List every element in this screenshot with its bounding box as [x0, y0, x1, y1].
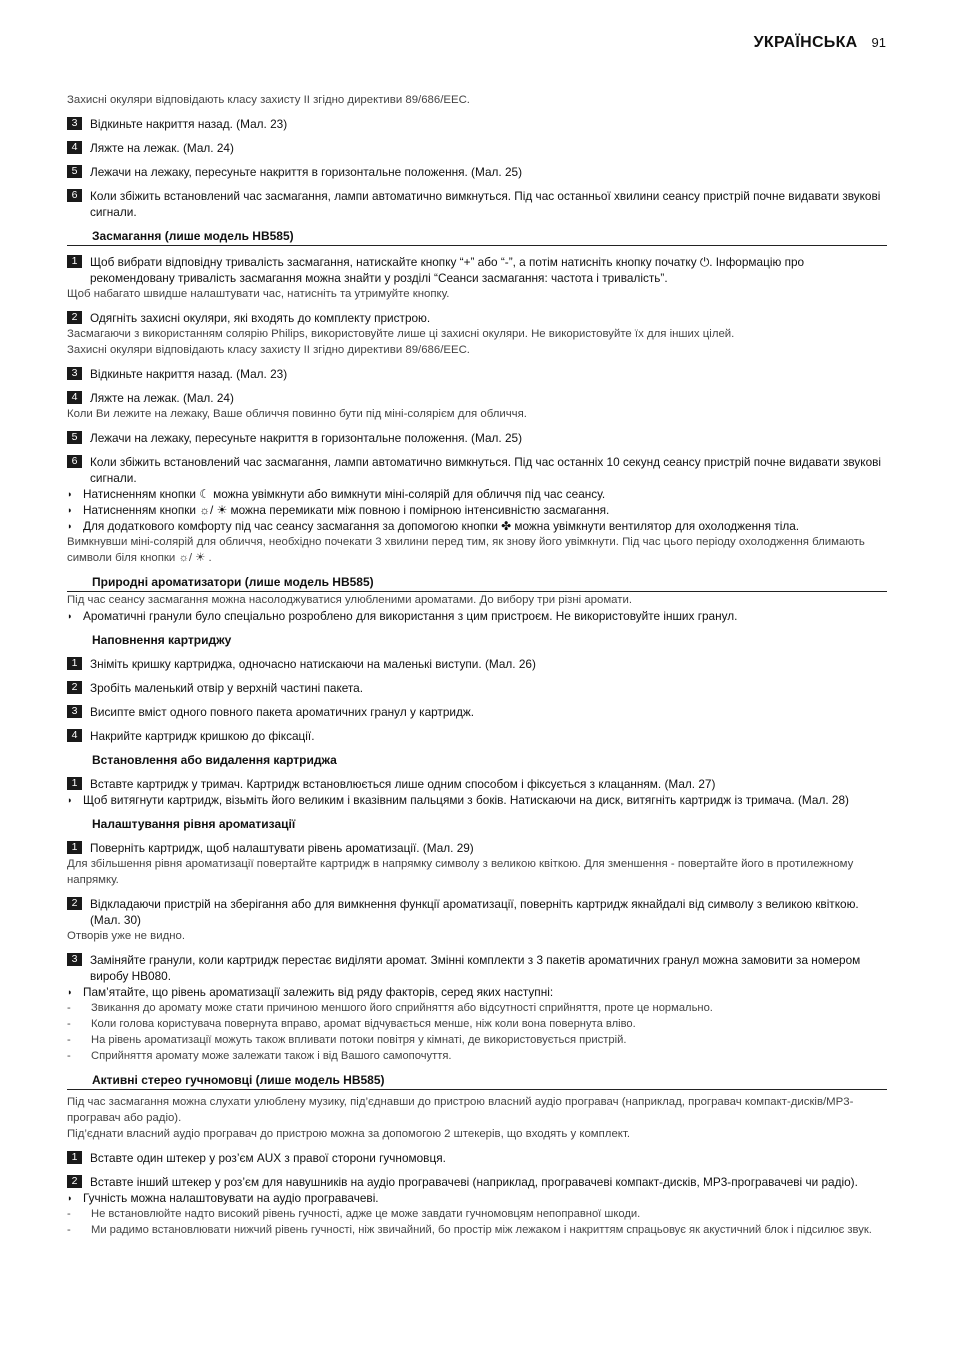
dash-text: Не встановлюйте надто високий рівень гучності, адже це може завдати гучномовцям непоправної шкоди.	[91, 1208, 641, 1220]
step-number: 1	[67, 841, 82, 854]
step-text: Вставте інший штекер у роз’єм для навушників на аудіо програвачеві (наприклад, програвачеві компакт-дисків, MP3-програвачеві чи радіо).	[90, 1175, 858, 1189]
step-item	[67, 840, 887, 856]
step-text: Поверніть картридж, щоб налаштувати рівень ароматизації. (Мал. 29)	[90, 841, 474, 855]
step-number: 4	[67, 141, 82, 154]
step-number: 3	[67, 367, 82, 380]
dash-text: Звикання до аромату може стати причиною меншого його сприйняття або відсутності сприйняття, проте це нормально.	[91, 1002, 713, 1014]
paragraph: Вимкнувши міні-солярій для обличчя, необхідно почекати 3 хвилини перед тим, як знову його увімкнути. Під час цього періоду охолодження блимають символи біля кнопки ☼/ ☀ .	[67, 536, 865, 564]
dash-mark: -	[67, 1002, 71, 1014]
step-text: Відкладаючи пристрій на зберігання або для вимкнення функції ароматизації, поверніть картридж якнайдалі від символу з великою квіткою. (Мал. 30)	[90, 897, 859, 927]
dash-text: На рівень ароматизації можуть також впливати потоки повітря у кімнаті, де використовується пристрій.	[91, 1034, 627, 1046]
dash-item	[67, 1206, 887, 1222]
bullet-icon: ◗	[67, 489, 73, 499]
step-number: 3	[67, 953, 82, 966]
step-text: Одягніть захисні окуляри, які входять до комплекту пристрою.	[90, 311, 431, 325]
bullet-text: Ароматичні гранули було спеціально розроблено для використання з цим пристроєм. Не використовуйте інших гранул.	[83, 609, 738, 623]
bullet-icon: ◗	[67, 1193, 73, 1203]
step-item	[67, 366, 887, 382]
dash-text: Сприйняття аромату може залежати також і від Вашого самопочуття.	[91, 1050, 452, 1062]
bullet-text: Натисненням кнопки ☾ можна увімкнути або вимкнути міні-солярій для обличчя під час сеансу.	[83, 487, 606, 501]
step-text: Відкиньте накриття назад. (Мал. 23)	[90, 117, 288, 131]
step-item	[67, 952, 887, 984]
step-item	[67, 1174, 887, 1190]
step-number: 1	[67, 657, 82, 670]
step-item	[67, 164, 887, 180]
step-number: 3	[67, 705, 82, 718]
step-number: 1	[67, 255, 82, 268]
bullet-icon: ◗	[67, 795, 73, 805]
step-text: Заміняйте гранули, коли картридж перестає виділяти аромат. Змінні комплекти з 3 пакетів ароматичних гранул можна замовити за номером виробу HB080.	[90, 953, 861, 983]
dash-mark: -	[67, 1208, 71, 1220]
paragraph: Захисні окуляри відповідають класу захисту II згідно директиви 89/686/EEC.	[67, 94, 470, 106]
step-number: 1	[67, 777, 82, 790]
step-text: Зробіть маленький отвір у верхній частині пакета.	[90, 681, 364, 695]
bullet-text: Для додаткового комфорту під час сеансу засмагання за допомогою кнопки ✤ можна увімкнути вентилятор для охолодження тіла.	[83, 519, 800, 533]
step-number: 2	[67, 1175, 82, 1188]
bullet-item	[67, 984, 887, 1000]
step-text: Вставте один штекер у роз’єм AUX з правої сторони гучномовця.	[90, 1151, 446, 1165]
step-text: Відкиньте накриття назад. (Мал. 23)	[90, 367, 288, 381]
language-label: УКРАЇНСЬКА	[753, 34, 858, 51]
step-item	[67, 188, 887, 220]
bullet-icon: ◗	[67, 987, 73, 997]
step-item	[67, 254, 887, 286]
paragraph: Під’єднати власний аудіо програвач до пристрою можна за допомогою 2 штекерів, що входять у комплект.	[67, 1128, 631, 1140]
step-item	[67, 680, 887, 696]
step-text: Лежачи на лежаку, пересуньте накриття в горизонтальне положення. (Мал. 25)	[90, 431, 522, 445]
step-number: 3	[67, 117, 82, 130]
step-item	[67, 896, 887, 928]
paragraph: Під час засмагання можна слухати улюблену музику, під’єднавши до пристрою власний аудіо програвач (наприклад, програвач компакт-дисків/MP3-програвач або радіо).	[67, 1096, 854, 1124]
dash-item	[67, 1032, 887, 1048]
step-item	[67, 776, 887, 792]
step-text: Ляжте на лежак. (Мал. 24)	[90, 391, 234, 405]
step-item	[67, 728, 887, 744]
step-item	[67, 116, 887, 132]
bullet-icon: ◗	[67, 611, 73, 621]
bullet-icon: ◗	[67, 521, 73, 531]
paragraph: Отворів уже не видно.	[67, 930, 185, 942]
step-item	[67, 704, 887, 720]
subheading-insert-cartridge: Встановлення або видалення картриджа	[92, 753, 337, 767]
dash-mark: -	[67, 1224, 71, 1236]
step-item	[67, 140, 887, 156]
step-number: 6	[67, 189, 82, 202]
step-number: 2	[67, 897, 82, 910]
dash-mark: -	[67, 1050, 71, 1062]
dash-text: Ми радимо встановлювати нижчий рівень гучності, ніж звичайний, бо простір між лежаком і накриттям спрацьовує як акустичний блок і підсилює звук.	[91, 1224, 872, 1236]
step-item	[67, 454, 887, 486]
subheading-aroma-level: Налаштування рівня ароматизації	[92, 817, 296, 831]
dash-text: Коли голова користувача повернута вправо, аромат відчувається менше, ніж коли вона повернута вліво.	[91, 1018, 636, 1030]
bullet-text: Натисненням кнопки ☼/ ☀ можна перемикати між повною і помірною інтенсивністю засмагання.	[83, 503, 610, 517]
step-number: 2	[67, 311, 82, 324]
step-item	[67, 1150, 887, 1166]
bullet-icon: ◗	[67, 505, 73, 515]
step-number: 2	[67, 681, 82, 694]
step-number: 1	[67, 1151, 82, 1164]
subheading-fill-cartridge: Наповнення картриджу	[92, 633, 232, 647]
bullet-item	[67, 608, 887, 624]
bullet-item	[67, 1190, 887, 1206]
step-text: Вставте картридж у тримач. Картридж встановлюється лише одним способом і фіксується з клацанням. (Мал. 27)	[90, 777, 716, 791]
bullet-item	[67, 486, 887, 502]
bullet-item	[67, 792, 887, 808]
step-item	[67, 310, 887, 326]
dash-item	[67, 1016, 887, 1032]
dash-item	[67, 1222, 887, 1238]
step-text: Лежачи на лежаку, пересуньте накриття в горизонтальне положення. (Мал. 25)	[90, 165, 522, 179]
page-header	[754, 34, 886, 52]
page-number: 91	[871, 35, 886, 50]
step-number: 6	[67, 455, 82, 468]
dash-mark: -	[67, 1018, 71, 1030]
step-number: 4	[67, 391, 82, 404]
bullet-text: Щоб витягнути картридж, візьміть його великим і вказівним пальцями з боків. Натискаючи на диск, витягніть картридж із тримача. (Мал. 28)	[83, 793, 849, 807]
step-text: Ляжте на лежак. (Мал. 24)	[90, 141, 234, 155]
step-text: Щоб вибрати відповідну тривалість засмагання, натискайте кнопку “+” або “-”, а потім натисніть кнопку початку ⏻. Інформацію про рекомендовану тривалість засмагання можна знайти у розділі “Сеанси засмагання: частота і тривалість”.	[90, 255, 805, 285]
bullet-text: Гучність можна налаштовувати на аудіо програвачеві.	[83, 1191, 379, 1205]
dash-item	[67, 1048, 887, 1064]
section-heading-speakers: Активні стерео гучномовці (лише модель HB585)	[67, 1072, 887, 1090]
dash-mark: -	[67, 1034, 71, 1046]
step-item	[67, 656, 887, 672]
step-text: Коли збіжить встановлений час засмагання, лампи автоматично вимкнуться. Під час останньої хвилини сеансу пристрій почне видавати звукові сигнали.	[90, 189, 881, 219]
step-text: Зніміть кришку картриджа, одночасно натискаючи на маленькі виступи. (Мал. 26)	[90, 657, 536, 671]
paragraph: Засмагаючи з використанням солярію Philips, використовуйте лише ці захисні окуляри. Не використовуйте їх для інших цілей.	[67, 328, 735, 340]
step-item	[67, 390, 887, 406]
bullet-item	[67, 518, 887, 534]
step-text: Висипте вміст одного повного пакета ароматичних гранул у картридж.	[90, 705, 475, 719]
step-number: 5	[67, 165, 82, 178]
bullet-text: Пам’ятайте, що рівень ароматизації залежить від ряду факторів, серед яких наступні:	[83, 985, 554, 999]
paragraph: Коли Ви лежите на лежаку, Ваше обличчя повинно бути під міні-солярієм для обличчя.	[67, 408, 527, 420]
paragraph: Під час сеансу засмагання можна насолоджуватися улюбленими ароматами. До вибору три різні аромати.	[67, 594, 632, 606]
manual-content	[67, 92, 887, 1238]
section-heading-aroma: Природні ароматизатори (лише модель HB585)	[67, 574, 887, 592]
step-text: Коли збіжить встановлений час засмагання, лампи автоматично вимкнуться. Під час останніх 10 секунд сеансу пристрій почне видавати звукові сигнали.	[90, 455, 882, 485]
bullet-item	[67, 502, 887, 518]
step-number: 5	[67, 431, 82, 444]
dash-item	[67, 1000, 887, 1016]
section-heading-tanning: Засмагання (лише модель HB585)	[67, 228, 887, 246]
step-item	[67, 430, 887, 446]
paragraph: Для збільшення рівня ароматизації повертайте картридж в напрямку символу з великою квіткою. Для зменшення - повертайте його в протилежному напрямку.	[67, 858, 854, 886]
step-number: 4	[67, 729, 82, 742]
step-text: Накрийте картридж кришкою до фіксації.	[90, 729, 315, 743]
paragraph: Щоб набагато швидше налаштувати час, натисніть та утримуйте кнопку.	[67, 288, 450, 300]
paragraph: Захисні окуляри відповідають класу захисту II згідно директиви 89/686/EEC.	[67, 344, 470, 356]
